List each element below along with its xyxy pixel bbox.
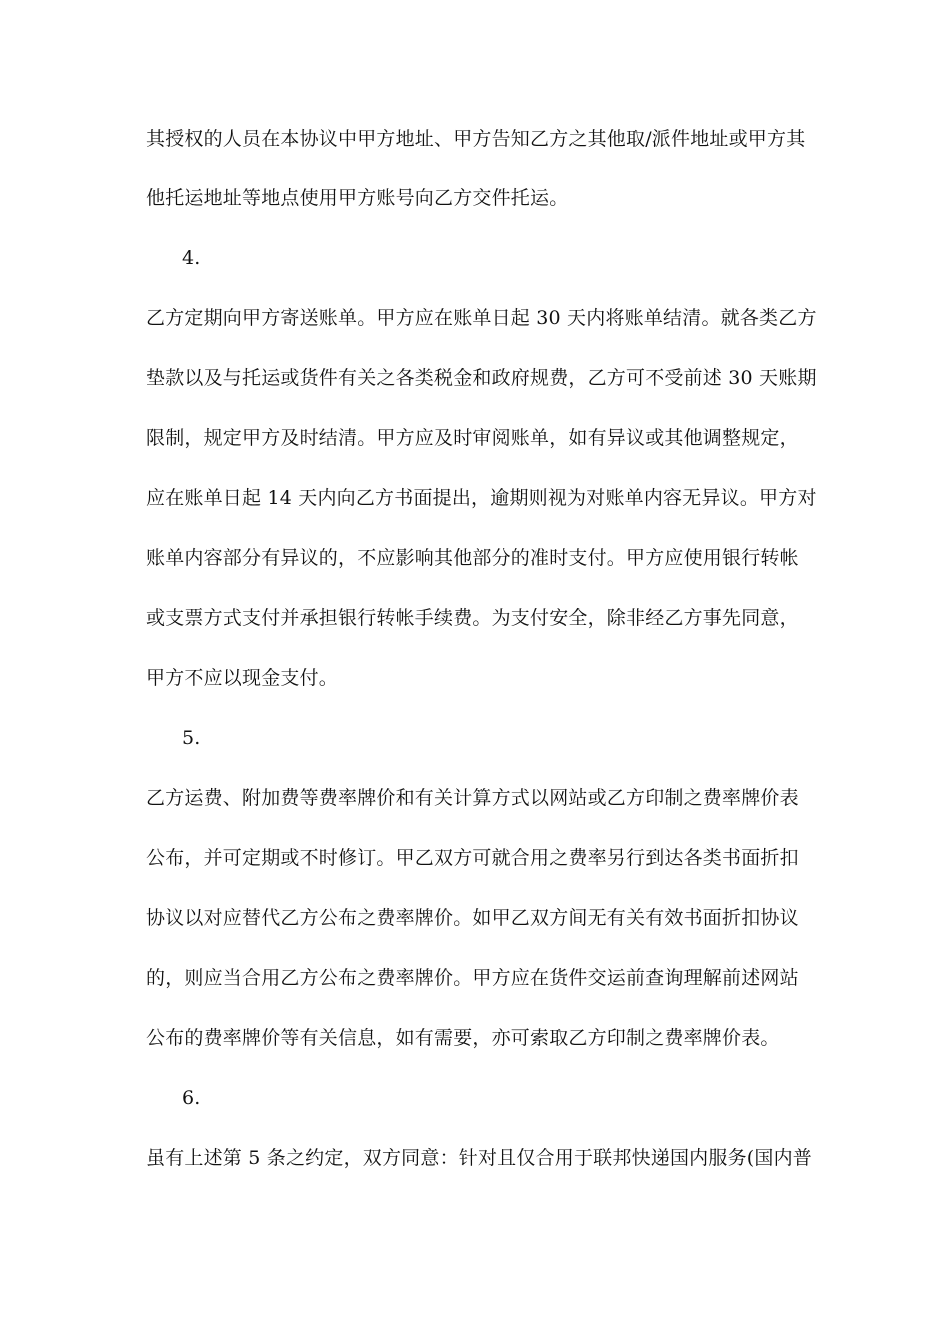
- paragraph-line: 限制，规定甲方及时结清。甲方应及时审阅账单，如有异议或其他调整规定，: [146, 427, 799, 449]
- paragraph-line: 公布的费率牌价等有关信息，如有需要，亦可索取乙方印制之费率牌价表。: [146, 1027, 780, 1049]
- paragraph-line: 乙方运费、附加费等费率牌价和有关计算方式以网站或乙方印制之费率牌价表: [146, 787, 799, 809]
- paragraph-line: 甲方不应以现金支付。: [146, 667, 339, 689]
- paragraph-line: 他托运地址等地点使用甲方账号向乙方交件托运。: [146, 187, 569, 209]
- item-number-5: 5.: [182, 727, 201, 749]
- item-number-6: 6.: [182, 1087, 201, 1109]
- paragraph-line: 的，则应当合用乙方公布之费率牌价。甲方应在货件交运前查询理解前述网站: [146, 967, 799, 989]
- paragraph-line: 虽有上述第 5 条之约定，双方同意：针对且仅合用于联邦快递国内服务(国内普: [146, 1147, 812, 1169]
- paragraph-line: 应在账单日起 14 天内向乙方书面提出，逾期则视为对账单内容无异议。甲方对: [146, 487, 817, 509]
- paragraph-line: 其授权的人员在本协议中甲方地址、甲方告知乙方之其他取/派件地址或甲方其: [146, 128, 806, 150]
- item-number-4: 4.: [182, 247, 201, 269]
- paragraph-line: 公布，并可定期或不时修订。甲乙双方可就合用之费率另行到达各类书面折扣: [146, 847, 799, 869]
- paragraph-line: 协议以对应替代乙方公布之费率牌价。如甲乙双方间无有关有效书面折扣协议: [146, 907, 799, 929]
- paragraph-line: 乙方定期向甲方寄送账单。甲方应在账单日起 30 天内将账单结清。就各类乙方: [146, 307, 817, 329]
- paragraph-line: 账单内容部分有异议的，不应影响其他部分的准时支付。甲方应使用银行转帐: [146, 547, 799, 569]
- paragraph-line: 或支票方式支付并承担银行转帐手续费。为支付安全，除非经乙方事先同意，: [146, 607, 799, 629]
- paragraph-line: 垫款以及与托运或货件有关之各类税金和政府规费，乙方可不受前述 30 天账期: [146, 367, 817, 389]
